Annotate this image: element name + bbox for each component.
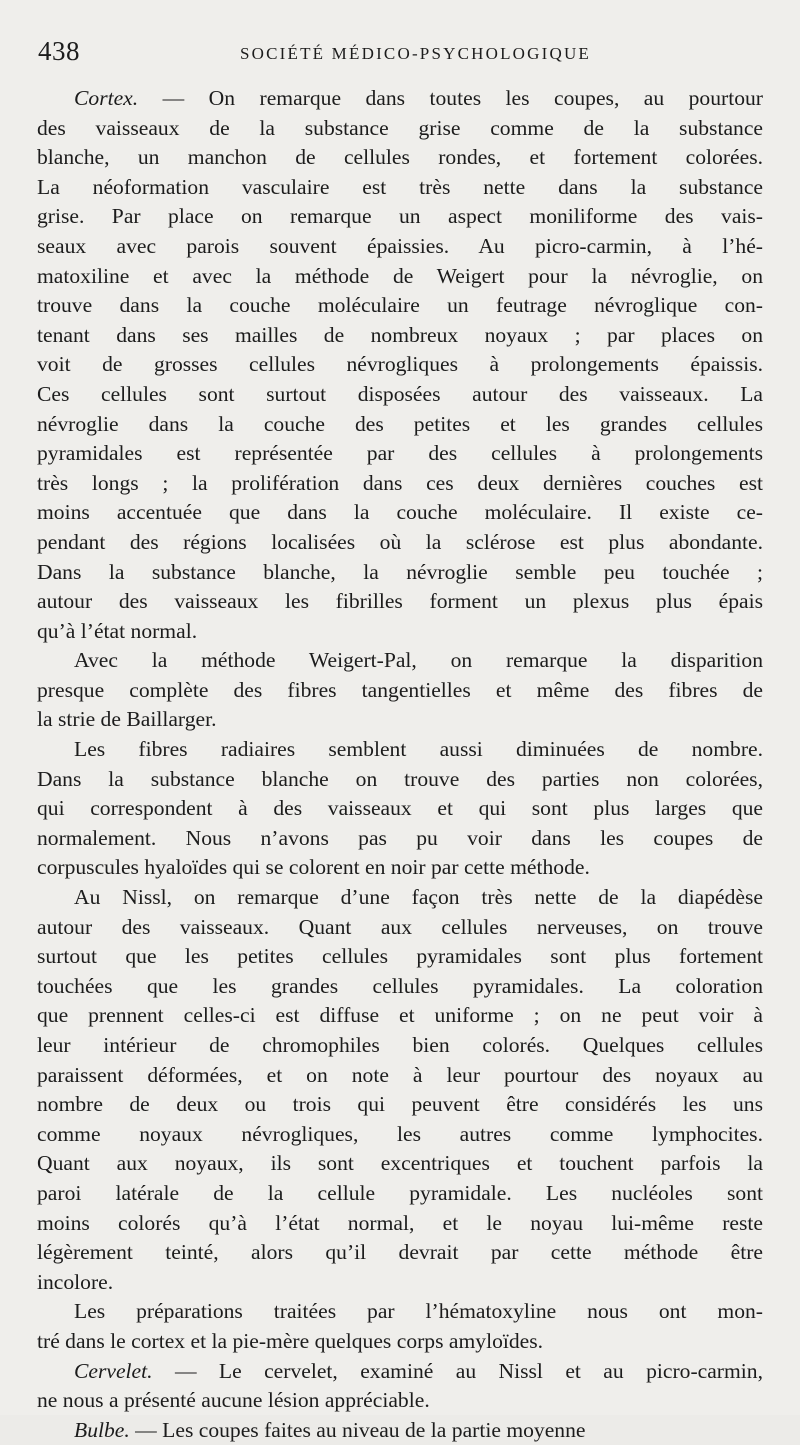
line-text: blanche, un manchon de cellules rondes, et fortement colorées. [37,145,763,170]
line-text: — Les coupes faites au niveau de la partie moyenne [129,1417,586,1442]
line-text: normalement. Nous n’avons pas pu voir dans les coupes de [37,825,763,850]
text-line [37,558,763,588]
text-line [37,1031,763,1061]
line-text: Au Nissl, on remarque d’une façon très nette de la diapédèse [74,885,763,910]
text-line [37,765,763,795]
line-text: très longs ; la prolifération dans ces deux dernières couches est [37,470,763,495]
text-line [37,853,763,883]
text-line [37,232,763,262]
text-line [37,617,763,647]
text-line [37,173,763,203]
line-text: corpuscules hyaloïdes qui se colorent en noir par cette méthode. [37,855,590,880]
paragraph [37,1357,763,1416]
line-text: matoxiline et avec la méthode de Weigert pour la névroglie, on [37,263,763,288]
text-line [37,321,763,351]
line-text: voit de grosses cellules névrogliques à prolongements épaissis. [37,352,763,377]
paragraph [37,1297,763,1356]
text-line [37,528,763,558]
line-text: des vaisseaux de la substance grise comme de la substance [37,115,763,140]
section-lead: Cervelet. [74,1358,153,1383]
text-line [37,1149,763,1179]
text-line [37,1001,763,1031]
line-text: pyramidales est représentée par des cellules à prolongements [37,441,763,466]
text-line [37,1327,763,1357]
line-text: tenant dans ses mailles de nombreux noyaux ; par places on [37,322,763,347]
text-line [37,1209,763,1239]
line-text: qu’à l’état normal. [37,618,198,643]
line-text: Les fibres radiaires semblent aussi diminuées de nombre. [74,737,763,762]
line-text: surtout que les petites cellules pyramidales sont plus fortement [37,944,763,969]
line-text: Dans la substance blanche, la névroglie semble peu touchée ; [37,559,763,584]
text-line [37,1061,763,1091]
line-text: trouve dans la couche moléculaire un feutrage névroglique con- [37,293,763,318]
running-head: SOCIÉTÉ MÉDICO-PSYCHOLOGIQUE [239,44,592,63]
line-text: que prennent celles-ci est diffuse et uniforme ; on ne peut voir à [37,1003,763,1028]
line-text: Les préparations traitées par l’hématoxyline nous ont mon- [74,1299,763,1324]
line-text: Avec la méthode Weigert-Pal, on remarque la disparition [74,648,763,673]
body-text [37,84,763,1445]
text-line [37,646,763,676]
text-line [37,1297,763,1327]
text-line [37,1120,763,1150]
paragraph [37,883,763,1297]
paragraph [37,646,763,735]
text-line [37,439,763,469]
text-line [37,380,763,410]
text-line [37,1386,763,1416]
text-line [37,1416,763,1445]
text-line [37,202,763,232]
paragraph [37,1416,763,1445]
line-text: qui correspondent à des vaisseaux et qui sont plus larges que [37,796,763,821]
text-line [37,1179,763,1209]
paragraph [37,735,763,883]
text-line [37,883,763,913]
line-text: leur intérieur de chromophiles bien colorés. Quelques cellules [37,1033,763,1057]
line-text: La néoformation vasculaire est très nette dans la substance [37,174,763,199]
line-text: Quant aux noyaux, ils sont excentriques et touchent parfois la [37,1151,763,1176]
line-text: Ces cellules sont surtout disposées autour des vaisseaux. La [37,381,763,406]
line-text: névroglie dans la couche des petites et les grandes cellules [37,411,763,436]
text-line [37,587,763,617]
line-text: Dans la substance blanche on trouve des parties non colorées, [37,766,763,791]
text-line [37,735,763,765]
line-text: — On remarque dans toutes les coupes, au pourtour [138,86,763,110]
text-line [37,1238,763,1268]
line-text: pendant des régions localisées où la sclérose est plus abondante. [37,529,763,554]
text-line [37,942,763,972]
line-text: la strie de Baillarger. [37,707,217,732]
text-line [37,1090,763,1120]
text-line [37,410,763,440]
line-text: ne nous a présenté aucune lésion appréciable. [37,1388,430,1413]
text-line [37,262,763,292]
line-text: paraissent déformées, et on note à leur pourtour des noyaux au [37,1062,763,1087]
text-line [37,498,763,528]
text-line [37,291,763,321]
line-text: autour des vaisseaux. Quant aux cellules nerveuses, on trouve [37,914,763,939]
section-lead: Cortex. [74,86,139,110]
text-line [37,824,763,854]
text-line [37,794,763,824]
line-text: paroi latérale de la cellule pyramidale. Les nucléoles sont [37,1180,763,1205]
line-text: grise. Par place on remarque un aspect moniliforme des vais- [37,204,763,229]
line-text: moins accentuée que dans la couche moléculaire. Il existe ce- [37,500,763,525]
line-text: moins colorés qu’à l’état normal, et le noyau lui-même reste [37,1210,763,1235]
line-text: — Le cervelet, examiné au Nissl et au picro-carmin, [152,1358,763,1383]
line-text: autour des vaisseaux les fibrilles forment un plexus plus épais [37,589,763,614]
line-text: légèrement teinté, alors qu’il devrait par cette méthode être [37,1240,763,1265]
text-line [37,143,763,173]
line-text: comme noyaux névrogliques, les autres comme lymphocites. [37,1121,763,1146]
text-line [37,114,763,144]
line-text: presque complète des fibres tangentielles et même des fibres de [37,677,763,702]
text-line [37,350,763,380]
text-line [37,705,763,735]
line-text: seaux avec parois souvent épaissies. Au picro-carmin, à l’hé- [37,233,763,258]
line-text: incolore. [37,1269,114,1294]
paragraph [37,84,763,646]
text-line [37,676,763,706]
text-line [37,913,763,943]
section-lead: Bulbe. [74,1417,130,1442]
text-line [37,1357,763,1387]
line-text: nombre de deux ou trois qui peuvent être considérés les uns [37,1092,763,1117]
text-line [37,972,763,1002]
text-line [37,1268,763,1298]
page-number: 438 [38,36,80,66]
text-line [37,84,763,114]
text-line [37,469,763,499]
page-header [38,36,763,66]
line-text: touchées que les grandes cellules pyramidales. La coloration [37,973,763,998]
line-text: tré dans le cortex et la pie-mère quelques corps amyloïdes. [37,1328,544,1353]
